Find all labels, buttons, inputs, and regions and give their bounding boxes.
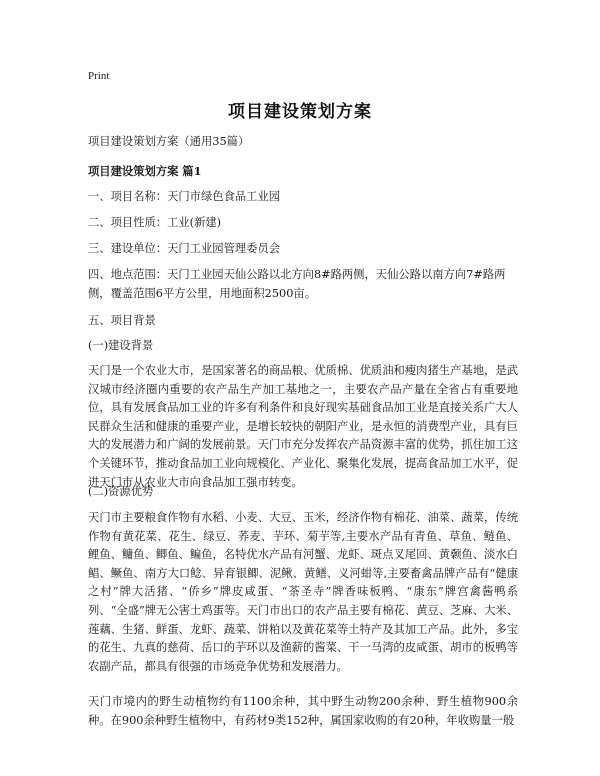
paragraph-construction-background: 天门是一个农业大市，是国家著名的商品粮、优质棉、优质油和瘦肉猪生产基地，是武汉城市经济圈内重要的农产品生产加工基地之一，主要农产品产量在全省占有重要地位，具有发展食品加工业的许多有利条件和良好现实基础食品加工业是直接关系广大人民群众生活和健康的重要产业，是增长较快的朝阳产业，是永恒的消费型产业，具有巨大的发展潜力和广阔的发展前景。天门市充分发挥农产品资源丰富的优势，抓住加工这个关键环节，推动食品加工业向规模化、产业化、聚集化发展，提高食品加工水平，促进天门市从农业大市向食品加工强市转变。: [88, 364, 518, 489]
print-label: Print: [88, 70, 110, 82]
document-subtitle: 项目建设策划方案（通用35篇）: [88, 135, 250, 148]
document-title: 项目建设策划方案: [228, 102, 372, 122]
item-construction-unit: 三、建设单位：天门工业园管理委员会: [88, 242, 281, 255]
subheading-resource-advantage: (二)资源优势: [88, 485, 154, 498]
item-project-name: 一、项目名称：天门市绿色食品工业园: [88, 190, 281, 203]
paragraph-resource-advantage: 天门市主要粮食作物有水稻、小麦、大豆、玉米，经济作物有棉花、油菜、蔬菜，传统作物有黄花菜、花生、绿豆、荞麦、芋环、菊芋等,主要水产品有青鱼、草鱼、鲢鱼、鲤鱼、鳙鱼、鲫鱼、鳊鱼，名特优水产品有河蟹、龙虾、斑点叉尾回、黄颡鱼、淡水白鲳、鳜鱼、南方大口鲶、异育银鲫、泥鳅、黄鳝、义河蚶等,主要畜禽品牌产品有“健康之村”牌大活猪、“侨乡”牌皮咸蛋、“茶圣寺”牌香味板鸭、“康东”牌宫禽酱鸭系列、“全盛”牌无公害土鸡蛋等。天门市出口的农产品主要有棉花、黄豆、芝麻、大米、莲藕、生猪、鲜蛋、龙虾、蔬菜、饼粕以及黄花菜等土特产及其加工产品。此外，多宝的花生、九真的慈荷、岳口的芋环以及渔薪的酱菜、干一马湾的皮咸蛋、胡市的板鸭等农副产品，都具有很强的市场竞争优势和发展潜力。: [88, 511, 518, 673]
item-project-background: 五、项目背景: [88, 314, 156, 327]
section-heading: 项目建设策划方案 篇1: [88, 164, 202, 178]
subheading-construction-background: (一)建设背景: [88, 339, 154, 352]
item-location-scope: 四、地点范围：天门工业园天仙公路以北方向8#路两侧，天仙公路以南方向7#路两侧，覆盖范围6平方公里，用地面积2500亩。: [88, 268, 506, 300]
item-project-nature: 二、项目性质：工业(新建): [88, 216, 222, 229]
paragraph-wildlife: 天门市境内的野生动植物约有1100余种，其中野生动物200余种、野生植物900余种。在900余种野生植物中，有药材9类152种，属国家收购的有20种，年收购量一般: [88, 695, 518, 727]
